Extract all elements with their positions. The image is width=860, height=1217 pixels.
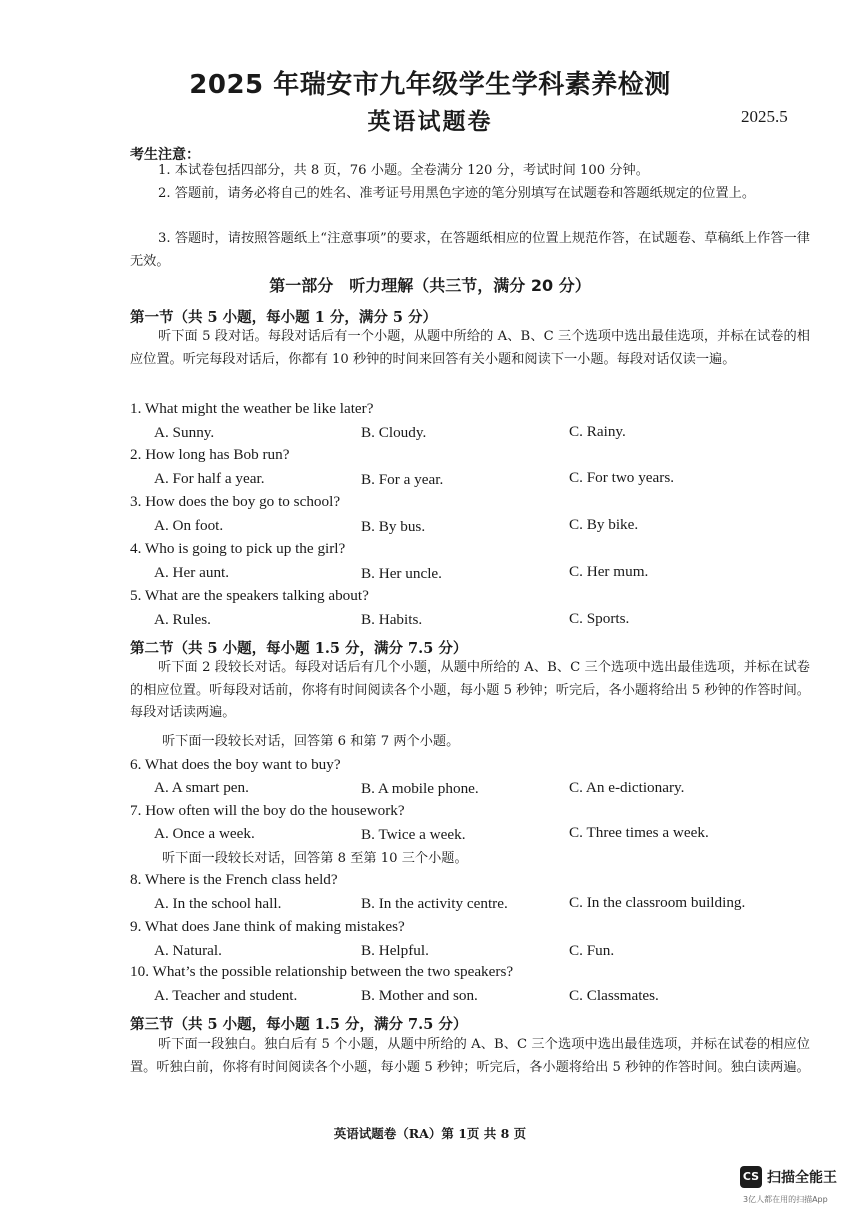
question-5: 5. What are the speakers talking about? xyxy=(130,587,369,604)
q5-option-c: C. Sports. xyxy=(569,610,630,627)
question-7: 7. How often will the boy do the housework? xyxy=(130,802,405,819)
question-2: 2. How long has Bob run? xyxy=(130,446,290,463)
exam-date: 2025.5 xyxy=(741,107,788,126)
q6-option-c: C. An e-dictionary. xyxy=(569,779,685,796)
question-3: 3. How does the boy go to school? xyxy=(130,493,341,510)
notice-heading: 考生注意： xyxy=(130,147,200,163)
q10-option-c: C. Classmates. xyxy=(569,987,659,1004)
section1-instructions: 听下面 5 段对话。每段对话后有一个小题，从题中所给的 A、B、C 三个选项中选出最佳选项，并标在试卷的相应位置。听完每段对话后，你都有 10 秒钟的时间来回答有关小题和阅读下一小题。每段对话仅读一遍。 xyxy=(130,329,810,367)
question-9: 9. What does Jane think of making mistakes? xyxy=(130,918,405,935)
q3-option-c: C. By bike. xyxy=(569,516,639,533)
section3-instructions: 听下面一段独白。独白后有 5 个小题，从题中所给的 A、B、C 三个选项中选出最佳选项，并标在试卷的相应位置。听独白前，你将有时间阅读各个小题，每小题 5 秒钟；听完后，各小题将给出 5 秒钟的作答时间。独白读两遍。 xyxy=(130,1037,810,1075)
q9-option-c: C. Fun. xyxy=(569,942,615,959)
scanner-watermark-tagline: 3亿人都在用的扫描App xyxy=(743,1195,828,1204)
q1-option-a: A. Sunny. xyxy=(154,424,215,441)
scanner-watermark-name: 扫描全能王 xyxy=(767,1170,837,1186)
exam-subtitle: 英语试题卷 xyxy=(367,109,493,135)
q6-option-b: B. A mobile phone. xyxy=(361,780,479,797)
q7-option-b: B. Twice a week. xyxy=(361,826,466,843)
question-10: 10. What’s the possible relationship between the two speakers? xyxy=(130,963,514,980)
question-8: 8. Where is the French class held? xyxy=(130,871,338,888)
section2-instructions: 听下面 2 段较长对话。每段对话后有几个小题，从题中所给的 A、B、C 三个选项中选出最佳选项，并标在试卷的相应位置。听每段对话前，你将有时间阅读各个小题，每小题 5 秒钟；听完后，各小题将给出 5 秒钟的作答时间。每段对话读两遍。 xyxy=(130,660,810,720)
q5-option-a: A. Rules. xyxy=(154,611,211,628)
section3-heading: 第三节（共 5 小题，每小题 1.5 分，满分 7.5 分） xyxy=(130,1016,468,1033)
q8-option-c: C. In the classroom building. xyxy=(569,894,746,911)
section1-heading: 第一节（共 5 小题，每小题 1 分，满分 5 分） xyxy=(130,309,438,326)
q4-option-b: B. Her uncle. xyxy=(361,565,442,582)
q2-option-b: B. For a year. xyxy=(361,471,444,488)
exam-title: 2025 年瑞安市九年级学生学科素养检测 xyxy=(189,70,671,100)
q8-option-a: A. In the school hall. xyxy=(154,895,282,912)
q3-option-a: A. On foot. xyxy=(154,517,224,534)
q5-option-b: B. Habits. xyxy=(361,611,423,628)
q3-option-b: B. By bus. xyxy=(361,518,426,535)
q9-option-a: A. Natural. xyxy=(154,942,222,959)
q1-option-b: B. Cloudy. xyxy=(361,424,427,441)
q6-option-a: A. A smart pen. xyxy=(154,779,249,796)
question-6: 6. What does the boy want to buy? xyxy=(130,756,341,773)
q1-option-c: C. Rainy. xyxy=(569,423,626,440)
question-1: 1. What might the weather be like later? xyxy=(130,400,374,417)
q10-option-a: A. Teacher and student. xyxy=(154,987,298,1004)
section2-heading: 第二节（共 5 小题，每小题 1.5 分，满分 7.5 分） xyxy=(130,640,468,657)
q2-option-a: A. For half a year. xyxy=(154,470,265,487)
q10-option-b: B. Mother and son. xyxy=(361,987,478,1004)
q4-option-a: A. Her aunt. xyxy=(154,564,230,581)
q9-option-b: B. Helpful. xyxy=(361,942,429,959)
notice-item-2: 2. 答题前，请务必将自己的姓名、准考证号用黑色字迹的笔分别填写在试题卷和答题纸规定的位置上。 xyxy=(158,186,756,201)
q7-option-c: C. Three times a week. xyxy=(569,824,709,841)
question-4: 4. Who is going to pick up the girl? xyxy=(130,540,346,557)
part1-heading: 第一部分 听力理解（共三节，满分 20 分） xyxy=(269,276,591,295)
section2-sub-instruction-2: 听下面一段较长对话，回答第 8 至第 10 三个小题。 xyxy=(162,851,468,866)
q4-option-c: C. Her mum. xyxy=(569,563,649,580)
section2-sub-instruction-1: 听下面一段较长对话，回答第 6 和第 7 两个小题。 xyxy=(162,734,460,749)
q8-option-b: B. In the activity centre. xyxy=(361,895,508,912)
notice-item-3: 3. 答题时，请按照答题纸上“注意事项”的要求，在答题纸相应的位置上规范作答，在试题卷、草稿纸上作答一律无效。 xyxy=(130,231,810,269)
notice-item-1: 1. 本试卷包括四部分，共 8 页，76 小题。全卷满分 120 分，考试时间 100 分钟。 xyxy=(158,163,649,178)
scanner-logo-icon: CS xyxy=(740,1166,762,1188)
q7-option-a: A. Once a week. xyxy=(154,825,255,842)
q2-option-c: C. For two years. xyxy=(569,469,675,486)
page-footer: 英语试题卷（RA）第 1页 共 8 页 xyxy=(333,1126,527,1141)
